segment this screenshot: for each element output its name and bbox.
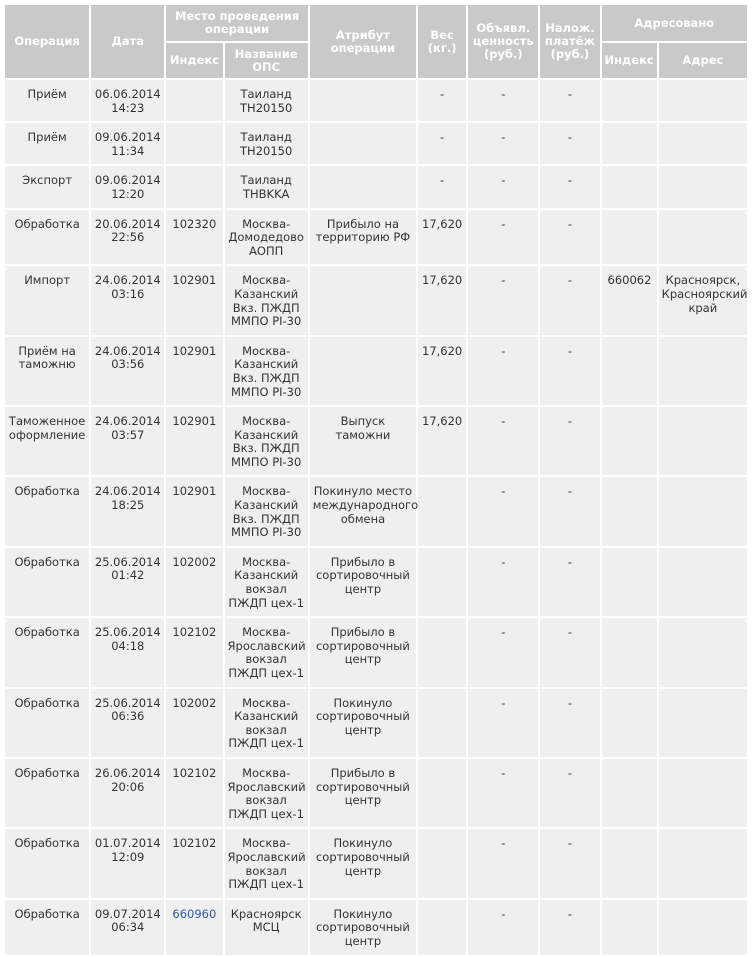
table-row (5, 477, 747, 545)
cell-place-index: 102002 (166, 689, 222, 757)
cell-weight (418, 477, 466, 545)
cell-cod: - (540, 618, 599, 686)
table-row (5, 337, 747, 405)
cell-weight: - (418, 166, 466, 207)
cell-addr-index (602, 210, 657, 265)
table-row (5, 407, 747, 475)
cell-date: 01.07.2014 12:09 (91, 829, 164, 897)
cell-declared-value: - (468, 900, 538, 955)
cell-declared-value: - (468, 829, 538, 897)
cell-place-name: Москва-Казанский Вкз. ПЖДП ММПО PI-30 (225, 337, 308, 405)
cell-operation: Обработка (5, 618, 89, 686)
cell-place-index (166, 123, 222, 164)
cell-attribute: Покинуло место международного обмена (310, 477, 416, 545)
cell-place-name: Красноярск МСЦ (225, 900, 308, 955)
cell-place-index: 102102 (166, 759, 222, 827)
table-row (5, 618, 747, 686)
cell-operation: Импорт (5, 266, 89, 334)
cell-attribute (310, 266, 416, 334)
cell-operation: Экспорт (5, 166, 89, 207)
cell-addr-index (602, 477, 657, 545)
cell-addr-address: Красноярск, Красноярский край (659, 266, 747, 334)
cell-attribute: Покинуло сортировочный центр (310, 829, 416, 897)
cell-place-name: Таиланд TH20150 (225, 80, 308, 121)
cell-date: 06.06.2014 14:23 (91, 80, 164, 121)
cell-place-index: 102102 (166, 618, 222, 686)
cell-declared-value: - (468, 123, 538, 164)
cell-weight: 17,620 (418, 210, 466, 265)
cell-place-index: 102002 (166, 548, 222, 616)
cell-addr-address (659, 900, 747, 955)
cell-cod: - (540, 80, 599, 121)
cell-declared-value: - (468, 407, 538, 475)
cell-weight: 17,620 (418, 407, 466, 475)
cell-attribute (310, 123, 416, 164)
cell-place-name: Москва-Ярославский вокзал ПЖДП цех-1 (225, 829, 308, 897)
header-cod: Налож. платёж (руб.) (540, 5, 599, 78)
cell-operation: Приём (5, 80, 89, 121)
cell-cod: - (540, 123, 599, 164)
cell-date: 20.06.2014 22:56 (91, 210, 164, 265)
cell-place-index: 102901 (166, 477, 222, 545)
cell-attribute: Прибыло на территорию РФ (310, 210, 416, 265)
cell-place-index (166, 166, 222, 207)
table-row (5, 900, 747, 955)
cell-cod: - (540, 210, 599, 265)
cell-operation: Таможенное оформление (5, 407, 89, 475)
cell-cod: - (540, 166, 599, 207)
cell-weight (418, 689, 466, 757)
cell-addr-index (602, 689, 657, 757)
cell-weight (418, 900, 466, 955)
cell-place-index: 102901 (166, 266, 222, 334)
cell-place-name: Москва-Казанский Вкз. ПЖДП ММПО PI-30 (225, 477, 308, 545)
cell-operation: Обработка (5, 900, 89, 955)
cell-addr-address (659, 759, 747, 827)
table-row (5, 80, 747, 121)
header-place-name: Название ОПС (225, 43, 308, 78)
cell-cod: - (540, 548, 599, 616)
cell-date: 09.06.2014 12:20 (91, 166, 164, 207)
cell-place-name: Москва-Казанский вокзал ПЖДП цех-1 (225, 548, 308, 616)
tracking-rows (5, 80, 747, 955)
cell-operation: Обработка (5, 210, 89, 265)
cell-declared-value: - (468, 618, 538, 686)
cell-attribute (310, 166, 416, 207)
cell-weight: - (418, 123, 466, 164)
cell-place-name: Москва-Казанский вокзал ПЖДП цех-1 (225, 689, 308, 757)
cell-addr-address (659, 407, 747, 475)
header-place-index: Индекс (166, 43, 222, 78)
header-declared-value: Объявл. ценность (руб.) (468, 5, 538, 78)
cell-addr-index (602, 900, 657, 955)
cell-addr-address (659, 166, 747, 207)
cell-place-index (166, 80, 222, 121)
table-row (5, 829, 747, 897)
cell-addr-index (602, 80, 657, 121)
cell-attribute: Покинуло сортировочный центр (310, 689, 416, 757)
cell-declared-value: - (468, 80, 538, 121)
cell-operation: Обработка (5, 759, 89, 827)
cell-declared-value: - (468, 477, 538, 545)
cell-declared-value: - (468, 337, 538, 405)
cell-addr-index (602, 123, 657, 164)
table-row (5, 166, 747, 207)
cell-operation: Приём (5, 123, 89, 164)
cell-date: 24.06.2014 03:57 (91, 407, 164, 475)
cell-operation: Приём на таможню (5, 337, 89, 405)
cell-weight (418, 759, 466, 827)
cell-weight (418, 548, 466, 616)
cell-declared-value: - (468, 210, 538, 265)
cell-date: 25.06.2014 04:18 (91, 618, 164, 686)
cell-weight (418, 829, 466, 897)
cell-addr-index: 660062 (602, 266, 657, 334)
cell-place-name: Москва-Казанский Вкз. ПЖДП ММПО PI-30 (225, 266, 308, 334)
cell-place-name: Таиланд TH20150 (225, 123, 308, 164)
cell-declared-value: - (468, 759, 538, 827)
cell-attribute: Прибыло в сортировочный центр (310, 548, 416, 616)
cell-date: 24.06.2014 03:56 (91, 337, 164, 405)
place-index-link[interactable]: 660960 (172, 906, 217, 921)
cell-date: 09.07.2014 06:34 (91, 900, 164, 955)
header-addressed: Адресовано (602, 5, 747, 41)
cell-addr-index (602, 548, 657, 616)
cell-place-index: 102320 (166, 210, 222, 265)
cell-addr-address (659, 337, 747, 405)
header-operation: Операция (5, 5, 89, 78)
cell-operation: Обработка (5, 689, 89, 757)
cell-cod: - (540, 829, 599, 897)
cell-addr-address (659, 689, 747, 757)
cell-place-index: 102901 (166, 407, 222, 475)
cell-cod: - (540, 266, 599, 334)
table-row (5, 548, 747, 616)
header-attribute: Атрибут операции (310, 5, 416, 78)
cell-place-name: Москва-Ярославский вокзал ПЖДП цех-1 (225, 759, 308, 827)
header-date: Дата (91, 5, 164, 78)
cell-place-index: 102102 (166, 829, 222, 897)
cell-declared-value: - (468, 689, 538, 757)
header-weight: Вес (кг.) (418, 5, 466, 78)
cell-addr-index (602, 618, 657, 686)
cell-cod: - (540, 689, 599, 757)
cell-addr-address (659, 210, 747, 265)
cell-place-name: Таиланд THBKKA (225, 166, 308, 207)
header-addr-address: Адрес (659, 43, 747, 78)
cell-addr-index (602, 407, 657, 475)
cell-date: 26.06.2014 20:06 (91, 759, 164, 827)
cell-addr-address (659, 618, 747, 686)
cell-cod: - (540, 337, 599, 405)
cell-weight (418, 618, 466, 686)
cell-addr-index (602, 759, 657, 827)
cell-weight: - (418, 80, 466, 121)
cell-declared-value: - (468, 266, 538, 334)
table-row (5, 266, 747, 334)
cell-place-name: Москва-Ярославский вокзал ПЖДП цех-1 (225, 618, 308, 686)
cell-addr-address (659, 548, 747, 616)
cell-declared-value: - (468, 166, 538, 207)
cell-attribute: Прибыло в сортировочный центр (310, 759, 416, 827)
cell-place-name: Москва-Домодедово АОПП (225, 210, 308, 265)
cell-attribute: Прибыло в сортировочный центр (310, 618, 416, 686)
tracking-table (3, 3, 749, 957)
cell-addr-address (659, 477, 747, 545)
cell-addr-index (602, 337, 657, 405)
table-row (5, 759, 747, 827)
cell-cod: - (540, 900, 599, 955)
cell-place-name: Москва-Казанский Вкз. ПЖДП ММПО PI-30 (225, 407, 308, 475)
cell-date: 24.06.2014 18:25 (91, 477, 164, 545)
cell-weight: 17,620 (418, 266, 466, 334)
cell-addr-index (602, 829, 657, 897)
table-row (5, 123, 747, 164)
cell-attribute: Покинуло сортировочный центр (310, 900, 416, 955)
table-row (5, 210, 747, 265)
cell-operation: Обработка (5, 829, 89, 897)
cell-attribute: Выпуск таможни (310, 407, 416, 475)
cell-declared-value: - (468, 548, 538, 616)
cell-weight: 17,620 (418, 337, 466, 405)
cell-cod: - (540, 477, 599, 545)
cell-date: 09.06.2014 11:34 (91, 123, 164, 164)
cell-addr-address (659, 80, 747, 121)
cell-operation: Обработка (5, 477, 89, 545)
cell-cod: - (540, 407, 599, 475)
cell-place-index (166, 900, 222, 955)
cell-addr-index (602, 166, 657, 207)
header-addr-index: Индекс (602, 43, 657, 78)
cell-cod: - (540, 759, 599, 827)
cell-attribute (310, 80, 416, 121)
table-row (5, 689, 747, 757)
header-place: Место проведения операции (166, 5, 307, 41)
cell-operation: Обработка (5, 548, 89, 616)
cell-attribute (310, 337, 416, 405)
cell-addr-address (659, 829, 747, 897)
cell-addr-address (659, 123, 747, 164)
cell-date: 25.06.2014 06:36 (91, 689, 164, 757)
cell-date: 24.06.2014 03:16 (91, 266, 164, 334)
cell-place-index: 102901 (166, 337, 222, 405)
cell-date: 25.06.2014 01:42 (91, 548, 164, 616)
